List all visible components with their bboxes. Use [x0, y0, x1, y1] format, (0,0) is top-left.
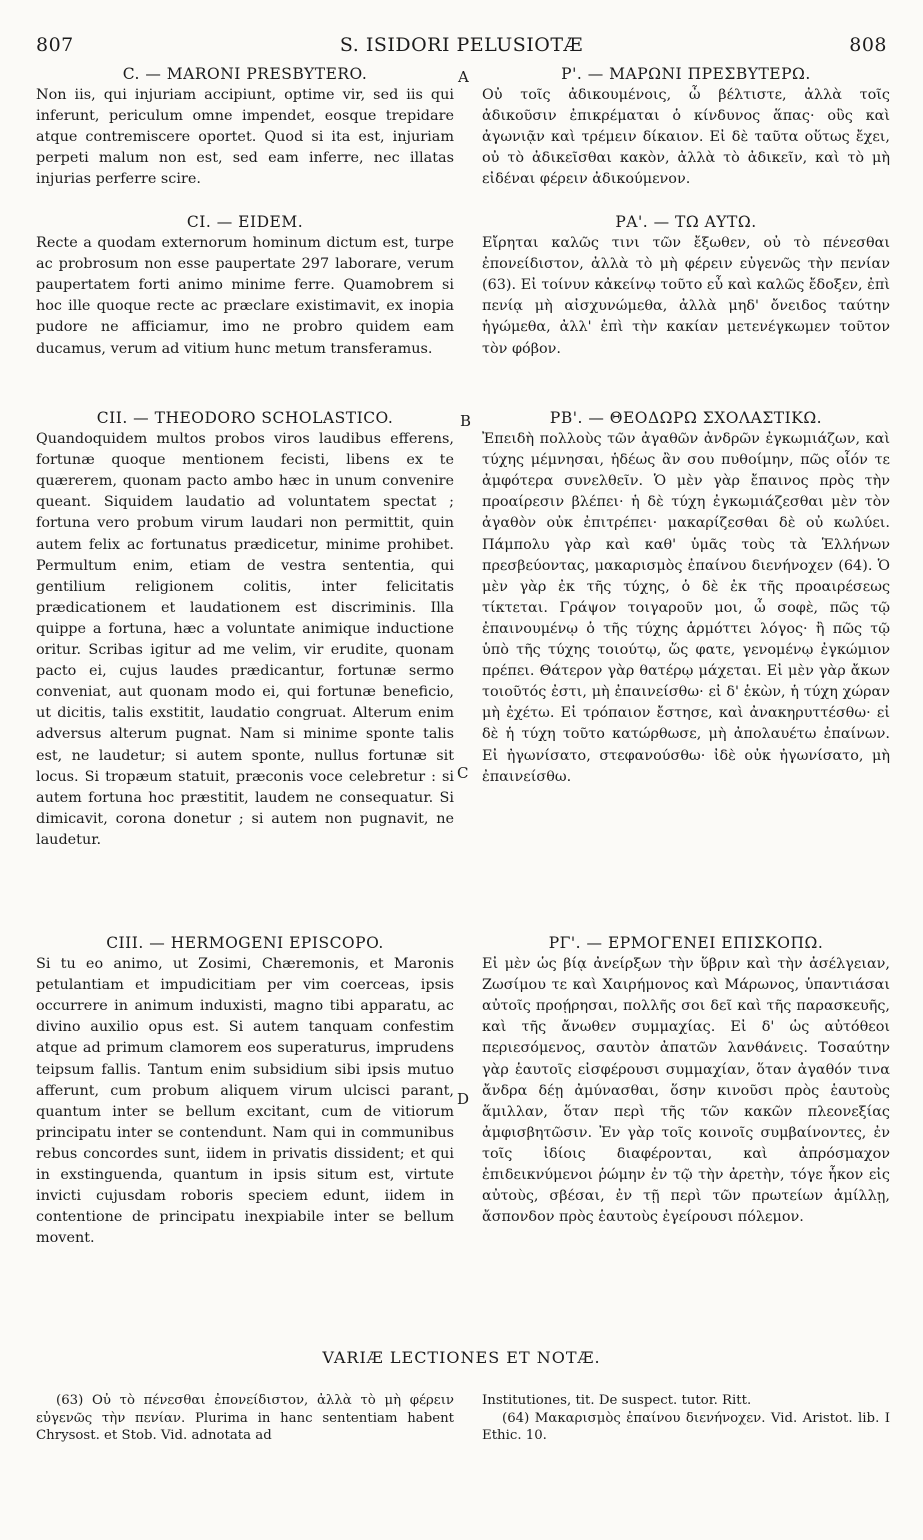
notes-heading: VARIÆ LECTIONES ET NOTÆ.	[322, 1348, 601, 1367]
greek-letter-text: Εἴρηται καλῶς τινι τῶν ἔξωθεν, οὐ τὸ πένεσθαι ἐπονείδιστον, ἀλλὰ τὸ μὴ φέρειν εὐγενῶς τὴν πενίαν (63). Εἰ τοίνυν κἀκείνῳ τοῦτο εὖ καὶ καλῶς ἔδοξεν, ἐπὶ πενίᾳ μὴ αἰσχυνώμεθα, ἀλλὰ μηδ' ὄνειδος ταύτην ἡγώμεθα, ἀλλ' ἐπὶ τὴν κακίαν μετενέγκωμεν τοῦτον τὸν φόβον.	[482, 235, 890, 357]
note-63: (63) Οὐ τὸ πένεσθαι ἐπονείδιστον, ἀλλὰ τὸ μὴ φέρειν εὐγενῶς τὴν πενίαν. Plurima in hanc sententiam habent Chrysost. et Stob. Vid. adnotata ad	[36, 1393, 454, 1443]
latin-letter-102	[36, 408, 454, 851]
latin-letter-100	[36, 64, 454, 191]
greek-letter-title: ΡΑ'. — ΤΩ ΑΥΤΩ.	[615, 213, 757, 231]
column-number-right: 808	[849, 34, 887, 56]
running-title: S. ISIDORI PELUSIOTÆ	[339, 34, 584, 56]
latin-letter-text: Recte a quodam externorum hominum dictum est, turpe ac probrosum non esse paupertate 297 laborare, verum paupertatem forti animo minime ferre. Quamobrem si hoc ille quoque recte ac præclare existimavit, ex inopia pudore ne afficiamur, imo ne probro quidem eam ducamus, verum ad vitium hunc metum transferamus.	[36, 235, 454, 357]
column-number-left: 807	[36, 34, 74, 56]
note-64: (64) Μακαρισμὸς ἐπαίνου διενήνοχεν. Vid. Aristot. lib. I Ethic. 10.	[482, 1410, 890, 1443]
section-marker-c: C	[457, 764, 469, 782]
latin-letter-title: CII. — THEODORO SCHOLASTICO.	[96, 409, 394, 427]
greek-letter-103	[482, 933, 890, 1228]
greek-letter-101	[482, 212, 890, 360]
latin-letter-103	[36, 933, 454, 1249]
latin-letter-title: CI. — EIDEM.	[186, 213, 304, 231]
greek-letter-title: ΡΒ'. — ΘΕΟΔΩΡΩ ΣΧΟΛΑΣΤΙΚΩ.	[549, 409, 823, 427]
note-63-continuation: Institutiones, tit. De suspect. tutor. Ritt.	[482, 1393, 752, 1408]
greek-letter-102	[482, 408, 890, 788]
latin-letter-text: Non iis, qui injuriam accipiunt, optime vir, sed iis qui inferunt, periculum omne impendet, eosque trepidare atque contremiscere oportet. Quod si ita est, injuriam perpeti malum non est, sed eam inferre, nec illatas injurias perferre scire.	[36, 87, 454, 188]
latin-letter-101	[36, 212, 454, 360]
greek-letter-title: Ρ'. — ΜΑΡΩΝΙ ΠΡΕΣΒΥΤΕΡΩ.	[561, 65, 811, 83]
latin-letter-title: C. — MARONI PRESBYTERO.	[122, 65, 368, 83]
section-marker-b: B	[460, 412, 472, 430]
latin-letter-text: Si tu eo animo, ut Zosimi, Chæremonis, et Maronis petulantiam et impudicitiam per vim coerceas, ipsis occurrere in animum induxisti, magno tibi apparatu, ac divino auxilio opus est. Si autem tanquam confestim atque ad primum clamorem eos superaturus, imprudens teipsum fallis. Tantum enim subsidium sibi ipsis mutuo afferunt, cum probum aliquem virum ulcisci parant, quantum inter se bellum excitant, cum de vitiorum principatu inter se contendunt. Nam qui in communibus rebus concordes sunt, iidem in privatis dissident; et qui in exstinguenda, quantum in ipsis situm est, virtute invicti cujusdam roboris speciem edunt, iidem in contentione de principatu inexpiabile inter se bellum movent.	[36, 956, 454, 1247]
latin-letter-text: Quandoquidem multos probos viros laudibus efferens, fortunæ quoque mentionem fecisti, libens ex te quærerem, quonam pacto ambo hæc in unum convenire queant. Siquidem laudatio ad voluntatem spectat ; fortuna vero probum virum laudari non permittit, quin autem felix ac fortunatus prædicetur, minime prohibet. Permultum enim, etiam de vestra sententia, qui gentilium religionem colitis, inter felicitatis prædicationem et laudationem est discriminis. Illa quippe a fortuna, hæc a voluntate animique inductione oritur. Scribas igitur ad me velim, vir erudite, quonam pacto ei, cujus laudes prædicantur, fortunæ sermo conveniat, aut quonam modo ei, qui fortunæ beneficio, ut dicitis, talis exstitit, laudatio congruat. Alterum enim adversus alterum pugnat. Nam si minime sponte talis est, ne laudetur; si autem sponte, nullus fortunæ sit locus. Si tropæum statuit, præconis voce celebretur : si autem fortuna hoc præstitit, laudem ne consequatur. Si dimicavit, corona donetur ; si autem non pugnavit, ne laudetur.	[36, 431, 454, 848]
greek-letter-text: Εἰ μὲν ὡς βίᾳ ἀνείρξων τὴν ὕβριν καὶ τὴν ἀσέλγειαν, Ζωσίμου τε καὶ Χαιρήμονος καὶ Μάρωνος, ὑπαντιάσαι αὐτοῖς προῄρησαι, πολλῆς σοι δεῖ καὶ τῆς παρασκευῆς, καὶ τῆς ἄνωθεν συμμαχίας. Εἰ δ' ὡς αὐτόθεοι περιεσόμενος, σαυτὸν ἀπατῶν λανθάνεις. Τοσαύτην γὰρ ἑαυτοῖς εἰσφέρουσι συμμαχίαν, ὅταν ἀγαθόν τινα ἄνδρα δέῃ ἀμύνασθαι, ὅσην κινοῦσι πρὸς ἑαυτοὺς ἅμιλλαν, ὅταν περὶ τῆς τῶν κακῶν πλεονεξίας ἀμφισβητῶσιν. Ἐν γὰρ τοῖς κοινοῖς συμβαίνοντες, ἐν τοῖς ἰδίοις διαφέρονται, καὶ ἀπρόσμαχον ἐπιδεικνύμενοι ῥώμην ἐν τῷ τὴν ἀρετὴν, τόγε ἧκον εἰς αὐτοὺς, σβέσαι, ἐν τῇ περὶ τῶν πρωτείων ἁμίλλῃ, ἄσπονδον πρὸς ἑαυτοὺς ἐγείρουσι πόλεμον.	[482, 956, 890, 1226]
latin-letter-title: CIII. — HERMOGENI EPISCOPO.	[106, 934, 384, 952]
greek-letter-text: Ἐπειδὴ πολλοὺς τῶν ἀγαθῶν ἀνδρῶν ἐγκωμιάζων, καὶ τύχης μέμνησαι, ἡδέως ἂν σου πυθοίμην, πῶς οἷόν τε ἀμφότερα συνελθεῖν. Ὁ μὲν γὰρ ἔπαινος πρὸς τὴν προαίρεσιν βλέπει· ἡ δὲ τύχη ἐγκωμιάζεσθαι μὲν τὸν ἀγαθὸν οὐκ ἐπιτρέπει· μακαρίζεσθαι δὲ οὐ κωλύει. Πάμπολυ γὰρ καὶ καθ' ὑμᾶς τοὺς τὰ Ἑλλήνων πρεσβεύοντας, μακαρισμὸς ἐπαίνου διενήνοχεν (64). Ὁ μὲν γὰρ ἐκ τῆς τύχης, ὁ δὲ ἐκ τῆς προαιρέσεως τίκτεται. Γράψον τοιγαροῦν μοι, ὦ σοφὲ, πῶς τῷ ἐπαινουμένῳ ὁ τῆς τύχης ἁρμόττει λόγος· ἢ πῶς τῷ ὑπὸ τῆς τύχης τοιούτῳ, ὥς φατε, γενομένῳ ἐγκώμιον πρέπει. Θάτερον γὰρ θατέρῳ μάχεται. Εἰ μὲν γὰρ ἄκων τοιοῦτός ἐστι, μὴ ἐπαινείσθω· εἰ δ' ἑκὼν, ἡ τύχη χώραν μὴ ἐχέτω. Εἰ τρόπαιον ἔστησε, καὶ ἀνακηρυττέσθω· εἰ δὲ ἡ τύχη τοῦτο κατώρθωσε, μὴ ἀπολαυέτω ἐπαίνων. Εἰ ἠγωνίσατο, στεφανούσθω· ἰδὲ οὐκ ἠγωνίσατο, μὴ ἐπαινείσθω.	[482, 431, 890, 785]
greek-letter-title: ΡΓ'. — ΕΡΜΟΓΕΝΕΙ ΕΠΙΣΚΟΠΩ.	[548, 934, 824, 952]
greek-letter-text: Οὐ τοῖς ἀδικουμένοις, ὦ βέλτιστε, ἀλλὰ τοῖς ἀδικοῦσιν ἐπικρέμαται ὁ κίνδυνος ἅπας· οὓς καὶ ἀγωνιᾷν καὶ τρέμειν δίκαιον. Εἰ δὲ ταῦτα οὕτως ἔχει, οὐ τὸ ἀδικεῖσθαι κακὸν, ἀλλὰ τὸ ἀδικεῖν, καὶ τὸ μὴ εἰδέναι φέρειν ἀδικούμενον.	[482, 87, 890, 188]
notes-right-column	[482, 1392, 890, 1445]
greek-letter-100	[482, 64, 890, 191]
section-marker-a: A	[458, 68, 469, 86]
section-marker-d: D	[457, 1090, 470, 1108]
